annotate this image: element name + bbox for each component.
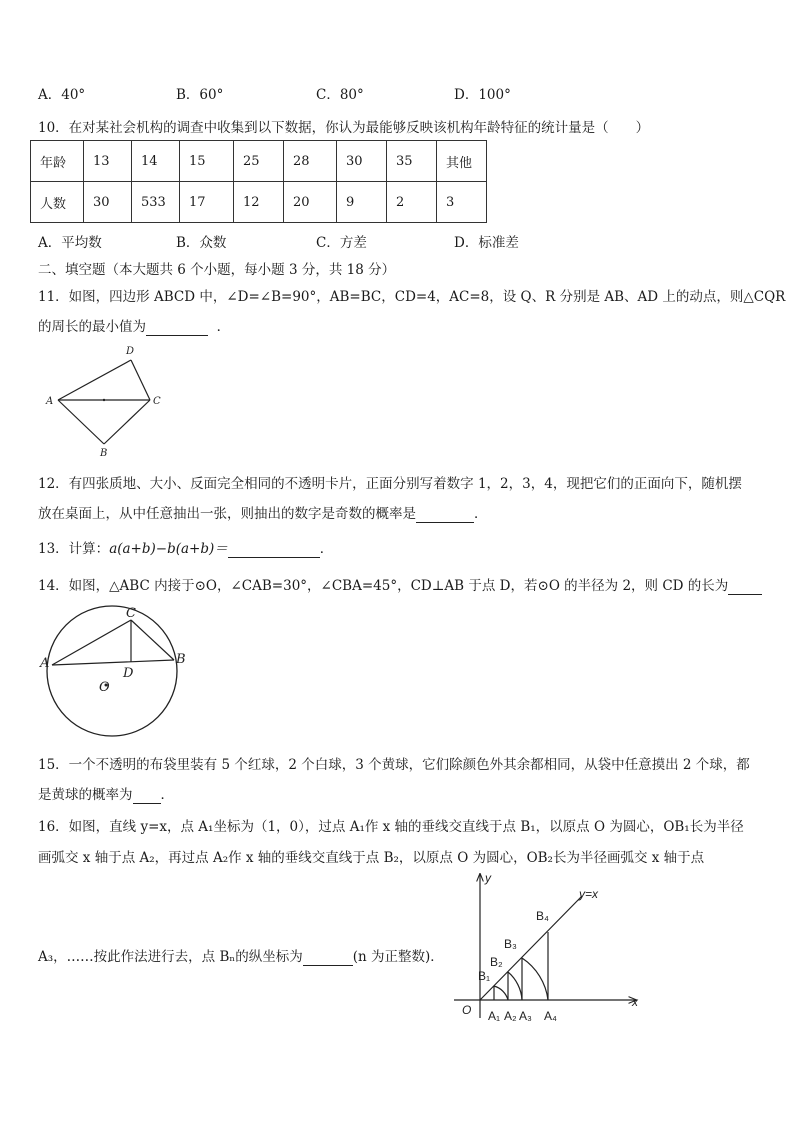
segment-ab bbox=[52, 660, 174, 665]
arc-1 bbox=[494, 986, 508, 1000]
label-y-axis: y bbox=[485, 871, 491, 885]
table-cell: 9 bbox=[337, 182, 387, 223]
segment-dc bbox=[131, 360, 150, 400]
label-b: B bbox=[176, 652, 186, 667]
label-line: y=x bbox=[579, 887, 599, 901]
label-b1: B₁ bbox=[478, 969, 491, 983]
label-c: C bbox=[126, 606, 136, 621]
label-a2: A₂ bbox=[504, 1009, 517, 1023]
label-o: O bbox=[99, 680, 110, 695]
table-cell: 12 bbox=[234, 182, 284, 223]
table-cell: 25 bbox=[234, 141, 284, 182]
q10-option-d: D．标准差 bbox=[454, 235, 519, 251]
table-cell: 14 bbox=[132, 141, 180, 182]
q9-option-b: B．60° bbox=[176, 87, 224, 103]
circle-o bbox=[47, 606, 177, 736]
table-cell: 15 bbox=[180, 141, 234, 182]
label-b: B bbox=[100, 448, 108, 459]
q16-line3-end: (n 为正整数)． bbox=[352, 949, 444, 965]
q9-option-c: C．80° bbox=[316, 87, 364, 103]
q14-circle-figure bbox=[36, 605, 196, 740]
q12-end: ． bbox=[474, 506, 488, 522]
label-a3: A₃ bbox=[519, 1009, 532, 1023]
q11-end: ． bbox=[216, 319, 231, 335]
segment-bc bbox=[104, 400, 150, 444]
table-row bbox=[31, 141, 487, 182]
table-cell: 13 bbox=[84, 141, 132, 182]
q10-stem: 10．在对某社会机构的调查中收集到以下数据，你认为最能够反映该机构年龄特征的统计量是（ ） bbox=[38, 120, 650, 136]
label-c: C bbox=[153, 396, 161, 407]
q16-line3-text: A₃，……按此作法进行去，点 Bₙ的纵坐标为 bbox=[38, 949, 303, 965]
arc-2 bbox=[508, 972, 522, 1000]
table-header-count: 人数 bbox=[31, 182, 84, 223]
q16-coordinate-figure bbox=[446, 868, 646, 1028]
q15-line2-text: 是黄球的概率为 bbox=[38, 787, 133, 803]
q13-line bbox=[38, 537, 333, 558]
answer-blank bbox=[228, 541, 320, 558]
label-d: D bbox=[123, 666, 134, 681]
q12-line2 bbox=[38, 502, 488, 523]
table-cell: 35 bbox=[387, 141, 437, 182]
arc-3 bbox=[522, 958, 548, 1000]
q10-option-c: C．方差 bbox=[316, 235, 367, 251]
table-cell: 其他 bbox=[437, 141, 487, 182]
label-b4: B₄ bbox=[536, 909, 549, 923]
q11-quadrilateral-figure bbox=[36, 340, 176, 460]
table-cell: 2 bbox=[387, 182, 437, 223]
q15-line1: 15．一个不透明的布袋里装有 5 个红球，2 个白球，3 个黄球，它们除颜色外其余都相同，从袋中任意摸出 2 个球，都 bbox=[38, 757, 750, 773]
q10-option-b: B．众数 bbox=[176, 235, 227, 251]
table-cell: 20 bbox=[284, 182, 337, 223]
label-a: A bbox=[46, 396, 54, 407]
q16-line3 bbox=[38, 945, 444, 966]
segment-ab bbox=[58, 400, 104, 444]
q12-line1: 12．有四张质地、大小、反面完全相同的不透明卡片，正面分别写着数字 1，2，3，4，现把它们的正面向下，随机摆 bbox=[38, 476, 742, 492]
label-a4: A₄ bbox=[544, 1009, 557, 1023]
table-row bbox=[31, 182, 487, 223]
q11-line2-text: 的周长的最小值为 bbox=[38, 319, 146, 335]
table-cell: 17 bbox=[180, 182, 234, 223]
midpoint-dot bbox=[103, 399, 105, 401]
segment-bc bbox=[131, 620, 174, 660]
table-cell: 30 bbox=[337, 141, 387, 182]
q14-line1: 14．如图，△ABC 内接于⊙O，∠CAB=30°，∠CBA=45°，CD⊥AB 于点 D，若⊙O 的半径为 2，则 CD 的长为 bbox=[38, 578, 729, 594]
table-cell: 3 bbox=[437, 182, 487, 223]
q11-line1: 11．如图，四边形 ABCD 中，∠D=∠B=90°，AB=BC，CD=4，AC=8，设 Q、R 分别是 AB、AD 上的动点，则△CQR bbox=[38, 289, 786, 305]
q9-option-d: D．100° bbox=[454, 87, 511, 103]
q15-line2 bbox=[38, 783, 174, 804]
q12-line2-text: 放在桌面上，从中任意抽出一张，则抽出的数字是奇数的概率是 bbox=[38, 506, 416, 522]
table-header-age: 年龄 bbox=[31, 141, 84, 182]
answer-blank bbox=[416, 506, 474, 523]
q14-line bbox=[38, 574, 762, 595]
label-b3: B₃ bbox=[504, 937, 517, 951]
age-table bbox=[30, 140, 487, 223]
line-y-equals-x bbox=[480, 896, 582, 1000]
answer-blank bbox=[728, 578, 762, 595]
q9-option-a: A．40° bbox=[38, 87, 86, 103]
q16-line2: 画弧交 x 轴于点 A₂，再过点 A₂作 x 轴的垂线交直线于点 B₂，以原点 O 为圆心，OB₂长为半径画弧交 x 轴于点 bbox=[38, 850, 705, 866]
q10-option-a: A．平均数 bbox=[38, 235, 102, 251]
label-a: A bbox=[40, 656, 50, 671]
label-d: D bbox=[126, 346, 135, 357]
q13-expression: a(a+b)−b(a+b)＝ bbox=[109, 541, 228, 557]
label-a1: A₁ bbox=[488, 1009, 501, 1023]
table-cell: 30 bbox=[84, 182, 132, 223]
q16-line1: 16．如图，直线 y=x，点 A₁坐标为（1，0），过点 A₁作 x 轴的垂线交直线于点 B₁，以原点 O 为圆心，OB₁长为半径 bbox=[38, 819, 744, 835]
label-origin: O bbox=[462, 1003, 472, 1017]
answer-blank bbox=[303, 949, 353, 966]
section-title: 二、填空题（本大题共 6 个小题，每小题 3 分，共 18 分） bbox=[38, 262, 396, 278]
table-cell: 533 bbox=[132, 182, 180, 223]
segment-ad bbox=[58, 360, 131, 400]
q13-end: ． bbox=[319, 541, 334, 557]
answer-blank bbox=[133, 787, 161, 804]
q11-line2 bbox=[38, 315, 230, 336]
table-cell: 28 bbox=[284, 141, 337, 182]
q15-end: ． bbox=[160, 787, 174, 803]
label-x-axis: x bbox=[632, 995, 638, 1009]
answer-blank bbox=[146, 319, 208, 336]
label-b2: B₂ bbox=[490, 955, 503, 969]
q13-prefix: 13．计算： bbox=[38, 541, 110, 557]
